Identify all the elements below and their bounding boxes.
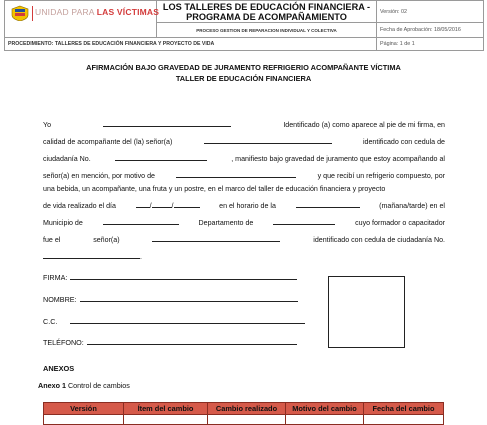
nombre-label: NOMBRE: [43, 295, 77, 304]
col-date: Fecha del cambio [364, 403, 444, 415]
telefono-field[interactable] [87, 337, 297, 345]
body-line-8: fue el señor(a) identificado con cedula de ciudadanía No. [43, 236, 445, 244]
document-title-line-2: TALLER DE EDUCACIÓN FINANCIERA [175, 74, 312, 83]
changes-table [43, 402, 444, 425]
id-number-blank[interactable] [115, 153, 207, 161]
cc-row [43, 316, 305, 326]
col-item: Ítem del cambio [124, 403, 208, 415]
name-row [43, 294, 298, 304]
document-title-line-1: AFIRMACIÓN BAJO GRAVEDAD DE JURAMENTO REFRIGERIO ACOMPAÑANTE VÍCTIMA [86, 63, 401, 72]
body-line-2: calidad de acompañante del (la) señor(a) identificado con cedula de [43, 138, 445, 146]
department-blank[interactable] [273, 217, 335, 225]
process-label: PROCESO GESTION DE REPARACION INDIVIDUAL Y COLECTIVA [157, 23, 377, 38]
col-version: Versión [44, 403, 124, 415]
header-title: LOS TALLERES DE EDUCACIÓN FINANCIERA - PROGRAMA DE ACOMPAÑAMIENTO [157, 1, 377, 23]
cc-field[interactable] [70, 316, 305, 324]
signature-row [43, 272, 297, 282]
col-reason: Motivo del cambio [286, 403, 364, 415]
fingerprint-box[interactable] [328, 276, 405, 348]
name-blank[interactable] [103, 119, 231, 127]
changes-table-header [44, 403, 444, 415]
schedule-blank[interactable] [296, 200, 360, 208]
year-blank[interactable] [174, 200, 200, 208]
municipality-blank[interactable] [103, 217, 179, 225]
approval-date: Fecha de Aprobación: 18/05/2016 [377, 23, 484, 38]
body-line-3: ciudadanía No. , manifiesto bajo gravedad de juramento que estoy acompañando al [43, 155, 445, 163]
cc-label: C.C. [43, 317, 58, 326]
body-line-6: de vida realizado el día / / en el horario de la (mañana/tarde) en el [43, 202, 445, 210]
day-blank[interactable] [136, 200, 150, 208]
telefono-label: TELÉFONO: [43, 338, 84, 347]
procedure-label: PROCEDIMIENTO: TALLERES DE EDUCACIÓN FINANCIERA Y PROYECTO DE VIDA [5, 38, 377, 51]
reason-blank[interactable] [176, 170, 296, 178]
logo-cell [5, 1, 160, 38]
page-number: Página: 1 de 1 [377, 38, 484, 51]
victim-name-blank[interactable] [204, 136, 332, 144]
trainer-id-blank[interactable] [43, 251, 140, 259]
phone-row [43, 337, 297, 347]
body-line-9: . [43, 251, 445, 261]
firma-field[interactable] [70, 272, 297, 280]
logo-text: UNIDAD PARA LAS VÍCTIMAS [35, 7, 160, 17]
month-blank[interactable] [152, 200, 172, 208]
trainer-name-blank[interactable] [152, 234, 280, 242]
version-label: Versión: 02 [377, 1, 484, 23]
body-line-4: señor(a) en mención, por motivo de y que recibí un refrigerio compuesto, por [43, 172, 445, 180]
body-line-7: Municipio de Departamento de cuyo formador o capacitador [43, 219, 445, 227]
annexes-heading: ANEXOS [43, 364, 75, 373]
annex-1-title: Anexo 1 Control de cambios [38, 381, 130, 390]
firma-label: FIRMA: [43, 273, 68, 282]
document-header [4, 0, 484, 51]
nombre-field[interactable] [80, 294, 298, 302]
body-line-1: Yo Identificado (a) como aparece al pie de mi firma, en [43, 121, 445, 129]
body-line-5: una bebida, un acompañante, una fruta y un postre, en el marco del taller de educación financiera y proyecto [43, 185, 386, 193]
col-change: Cambio realizado [208, 403, 286, 415]
